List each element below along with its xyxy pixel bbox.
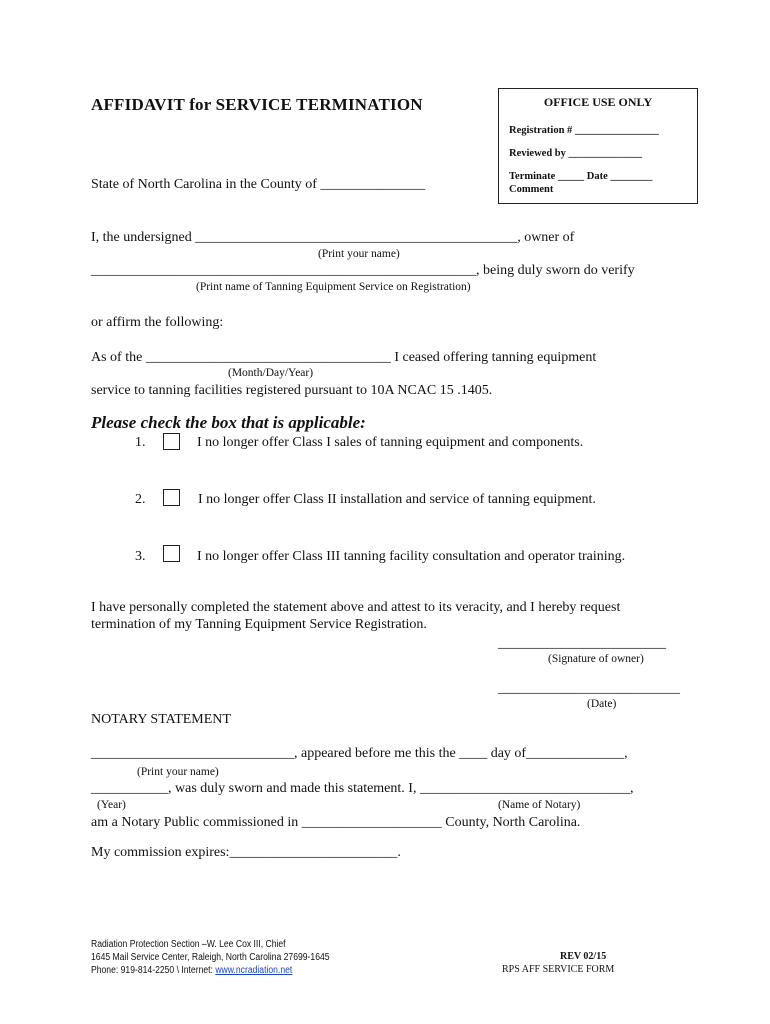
notary-year-label: (Year): [97, 799, 126, 811]
footer-line-1: Radiation Protection Section –W. Lee Cox III, Chief: [91, 939, 286, 950]
class-1-label: I no longer offer Class I sales of tanning equipment and components.: [197, 435, 584, 450]
website-link[interactable]: www.ncradiation.net: [215, 965, 293, 976]
print-name-label: (Print your name): [318, 248, 400, 260]
service-name-line[interactable]: _______________________________________________________, being duly sworn do verify: [91, 263, 635, 278]
as-of-line[interactable]: As of the ___________________________________ I ceased offering tanning equipment: [91, 350, 597, 365]
affirm-line: or affirm the following:: [91, 315, 224, 330]
month-day-year-label: (Month/Day/Year): [228, 367, 314, 379]
class-3-label: I no longer offer Class III tanning facility consultation and operator training.: [197, 549, 626, 564]
revision-label: REV 02/15: [560, 951, 607, 962]
notary-heading: NOTARY STATEMENT: [91, 712, 231, 727]
notary-commission-line[interactable]: am a Notary Public commissioned in ____________________ County, North Carolina.: [91, 815, 581, 830]
signature-label: (Signature of owner): [548, 653, 644, 665]
notary-appeared-line[interactable]: _____________________________, appeared before me this the ____ day of______________,: [91, 746, 628, 761]
office-use-box: [498, 88, 698, 204]
signature-line[interactable]: ________________________: [498, 636, 666, 651]
footer-phone: Phone: 919-814-2250 \ Internet:: [91, 965, 216, 976]
office-use-heading: OFFICE USE ONLY: [543, 95, 653, 109]
attest-line-1: I have personally completed the statement above and attest to its veracity, and I hereby request: [91, 600, 621, 615]
state-county-line[interactable]: State of North Carolina in the County of _______________: [91, 177, 426, 192]
notary-expires-line[interactable]: My commission expires:________________________.: [91, 845, 401, 860]
undersigned-line[interactable]: I, the undersigned ______________________________________________, owner of: [91, 230, 575, 245]
form-title: AFFIDAVIT for SERVICE TERMINATION: [91, 95, 423, 114]
class-2-checkbox[interactable]: [163, 489, 180, 506]
footer-line-2: 1645 Mail Service Center, Raleigh, North Carolina 27699-1645: [91, 952, 330, 963]
form-id-label: RPS AFF SERVICE FORM: [502, 964, 615, 975]
class-2-label: I no longer offer Class II installation and service of tanning equipment.: [198, 492, 596, 507]
footer-address: [91, 938, 330, 977]
class-3-checkbox[interactable]: [163, 545, 180, 562]
notary-name-label: (Name of Notary): [498, 799, 581, 811]
footer-line-3: [91, 964, 330, 977]
attest-line-2: termination of my Tanning Equipment Service Registration.: [91, 617, 427, 632]
date-line[interactable]: __________________________: [498, 681, 680, 696]
date-label: (Date): [587, 698, 617, 710]
service-name-label: (Print name of Tanning Equipment Service on Registration): [196, 281, 471, 293]
class-1-checkbox[interactable]: [163, 433, 180, 450]
notary-sworn-line[interactable]: ___________, was duly sworn and made this statement. I, ______________________________,: [91, 781, 634, 796]
checklist-number: 1.: [135, 435, 146, 450]
notary-print-name-label: (Print your name): [137, 766, 219, 778]
checklist-number: 3.: [135, 549, 146, 564]
comment-field[interactable]: Comment: [509, 184, 554, 195]
registration-field[interactable]: Registration # ________________: [509, 125, 659, 136]
reviewed-by-field[interactable]: Reviewed by ______________: [509, 148, 642, 159]
terminate-date-field[interactable]: Terminate _____ Date ________: [509, 171, 653, 182]
checklist-number: 2.: [135, 492, 146, 507]
checklist-heading: Please check the box that is applicable:: [91, 413, 366, 432]
as-of-continuation: service to tanning facilities registered pursuant to 10A NCAC 15 .1405.: [91, 383, 493, 398]
